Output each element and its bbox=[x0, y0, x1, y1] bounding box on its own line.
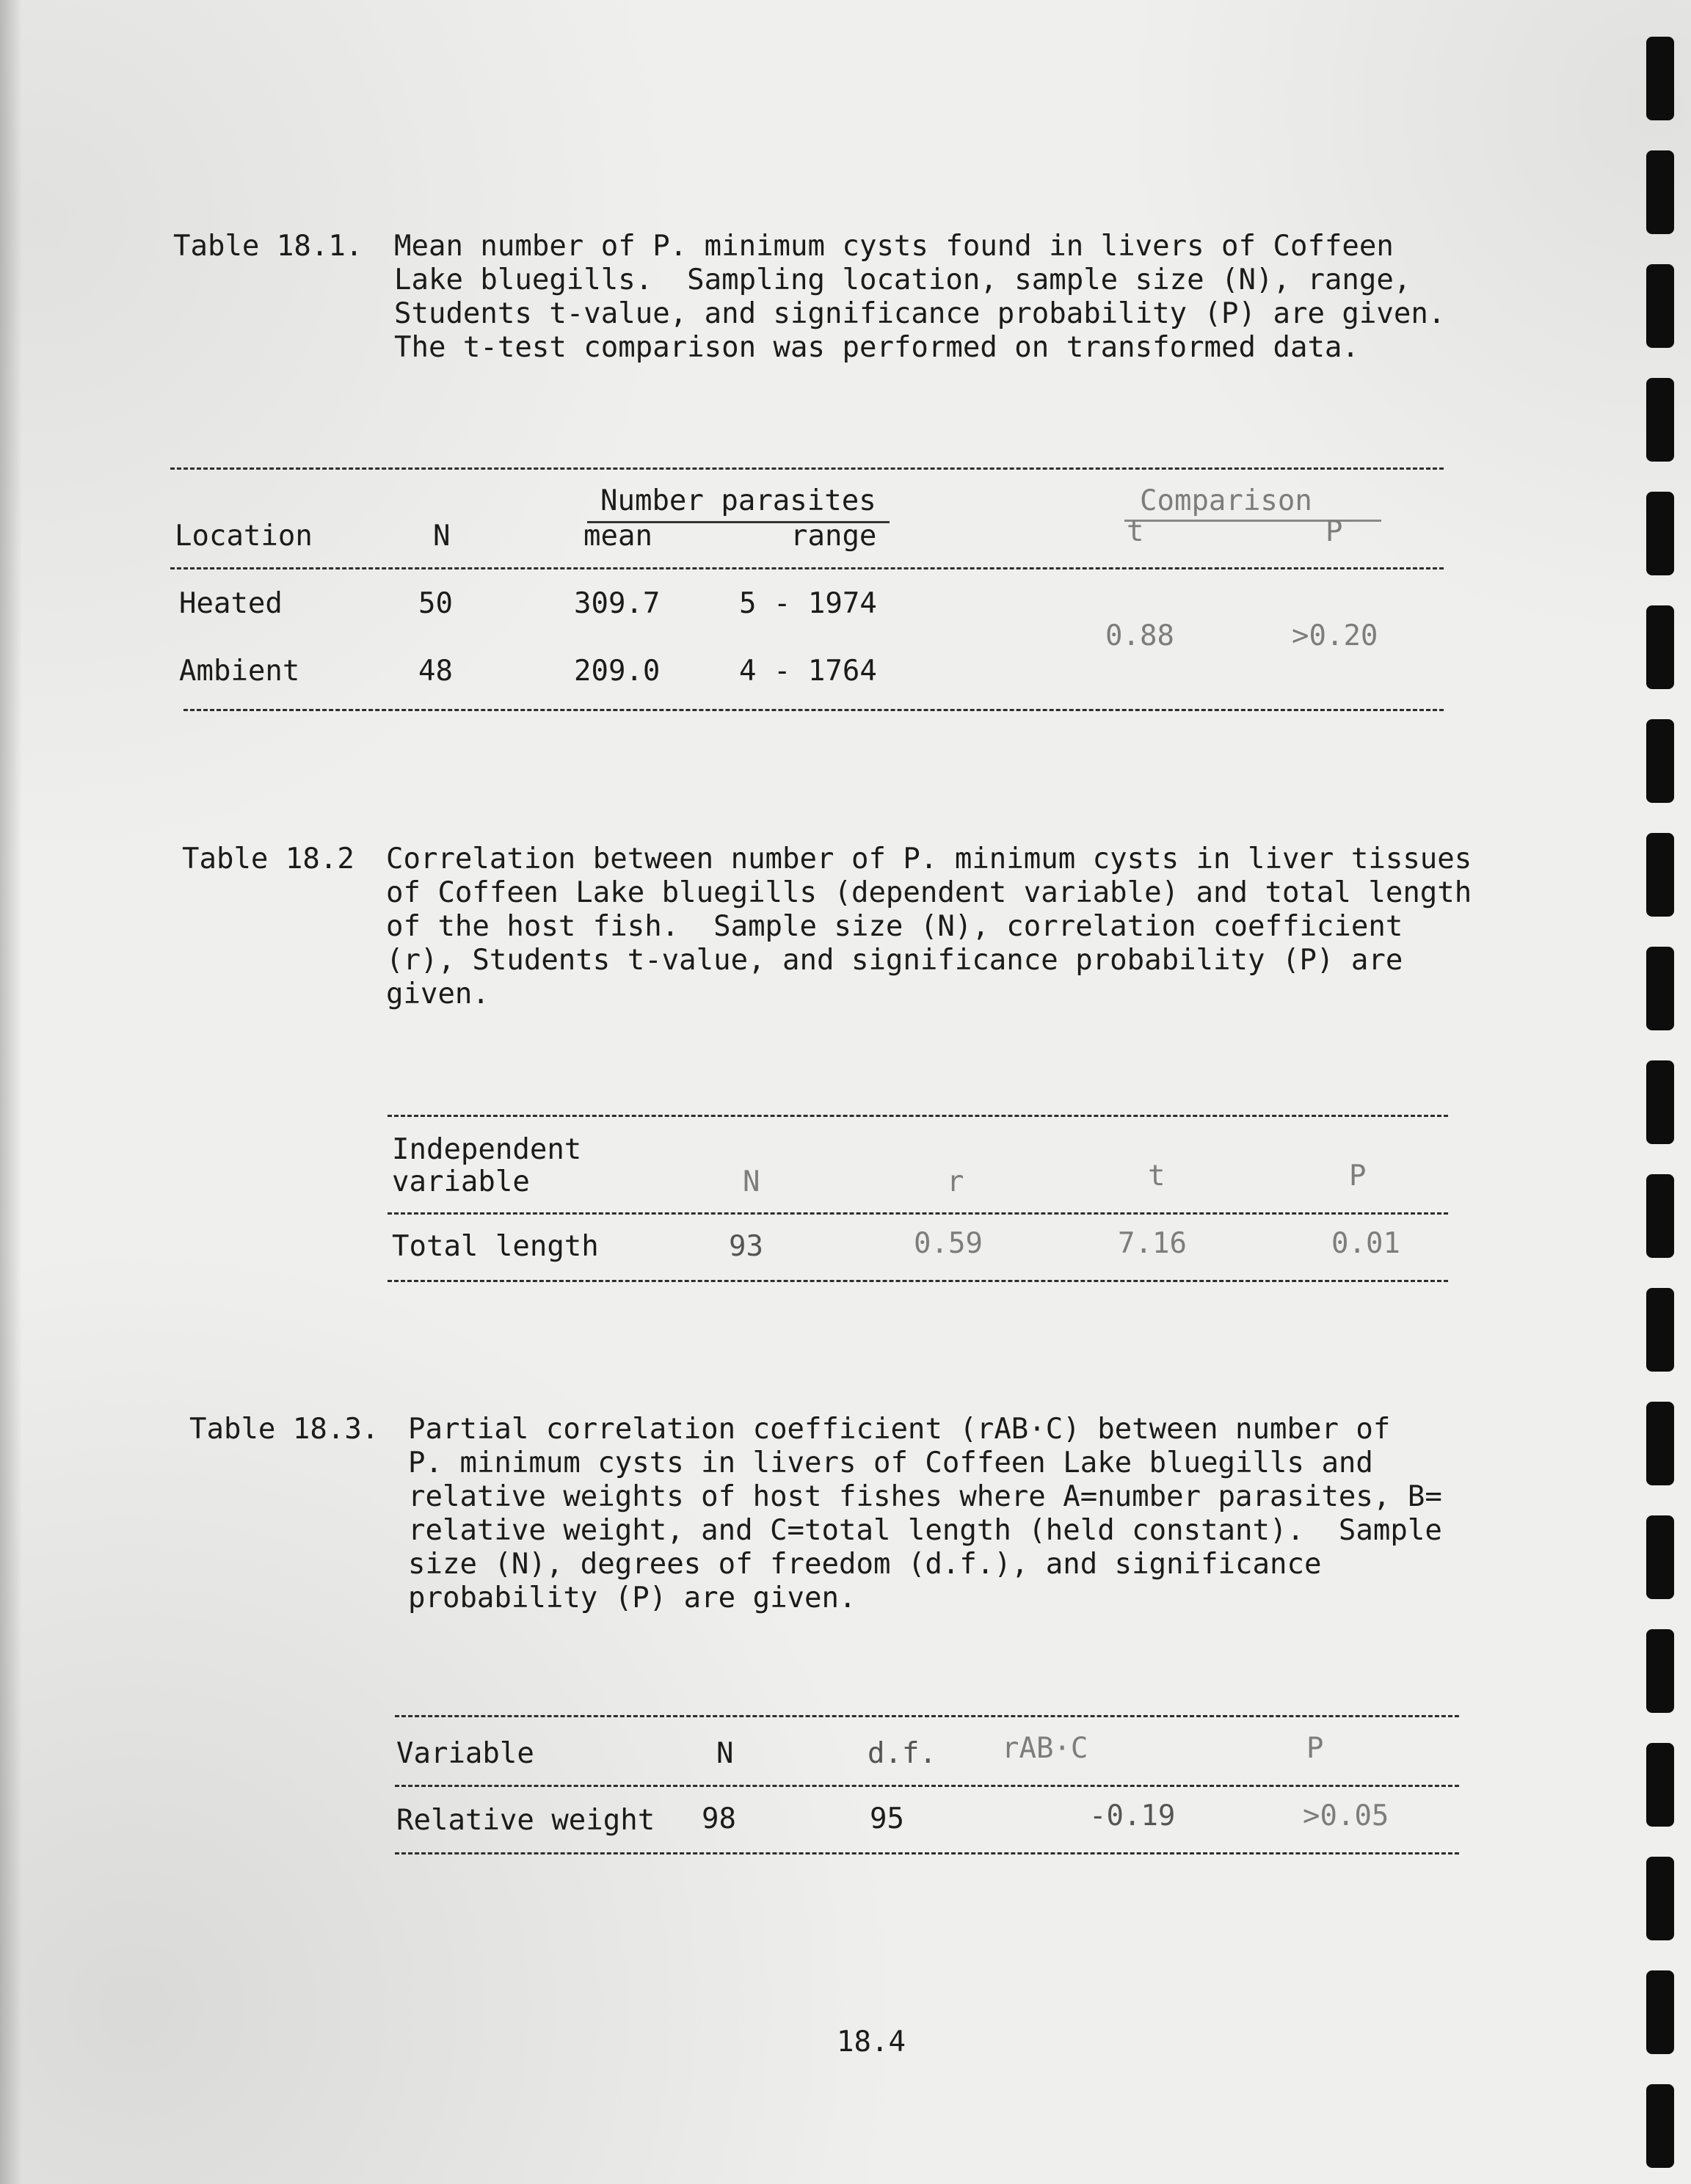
cell-mean: 309.7 bbox=[574, 587, 661, 620]
column-header-p: P bbox=[1306, 1732, 1324, 1765]
cell-n: 93 bbox=[729, 1230, 763, 1263]
cell-range: 4 - 1764 bbox=[739, 655, 877, 688]
table-label: Table 18.3. bbox=[189, 1413, 379, 1446]
column-header-range: range bbox=[790, 520, 877, 553]
column-header-n: N bbox=[743, 1165, 760, 1198]
caption-line: Students t-value, and significance probability (P) are given. bbox=[394, 297, 1446, 330]
group-header-comparison: Comparison bbox=[1140, 484, 1312, 517]
caption-line: P. minimum cysts in livers of Coffeen Lake bluegills and bbox=[408, 1446, 1373, 1479]
binder-holes bbox=[1646, 37, 1676, 2165]
caption-line: The t-test comparison was performed on transformed data. bbox=[394, 331, 1359, 364]
group-header-number-parasites: Number parasites bbox=[600, 484, 876, 517]
cell-n: 50 bbox=[418, 587, 453, 620]
group-header-underline bbox=[1124, 520, 1381, 522]
table-header-rule bbox=[395, 1785, 1459, 1787]
binder-hole bbox=[1646, 1743, 1674, 1827]
column-header-variable: Variable bbox=[396, 1737, 534, 1770]
column-header-p: P bbox=[1325, 515, 1343, 548]
cell-variable: Total length bbox=[392, 1230, 599, 1263]
cell-p: >0.05 bbox=[1303, 1799, 1389, 1832]
table-bottom-rule bbox=[388, 1280, 1448, 1282]
page-number: 18.4 bbox=[837, 2025, 906, 2059]
caption-line: of the host fish. Sample size (N), correlation coefficient bbox=[386, 910, 1403, 943]
caption-line: Mean number of P. minimum cysts found in livers of Coffeen bbox=[394, 230, 1394, 263]
caption-line: Partial correlation coefficient (rAB·C) between number of bbox=[408, 1413, 1391, 1446]
cell-comparison-t: 0.88 bbox=[1105, 619, 1174, 652]
binder-hole bbox=[1646, 1288, 1674, 1372]
column-header-df: d.f. bbox=[868, 1737, 937, 1770]
binder-hole bbox=[1646, 2084, 1674, 2168]
cell-p: 0.01 bbox=[1331, 1227, 1400, 1260]
binder-hole bbox=[1646, 833, 1674, 917]
cell-n: 98 bbox=[702, 1802, 736, 1835]
caption-line: size (N), degrees of freedom (d.f.), and significance bbox=[408, 1548, 1322, 1581]
binder-hole bbox=[1646, 1060, 1674, 1144]
column-header-mean: mean bbox=[583, 520, 652, 553]
caption-line: of Coffeen Lake bluegills (dependent variable) and total length bbox=[386, 876, 1472, 909]
binder-hole bbox=[1646, 264, 1674, 348]
binder-hole bbox=[1646, 1174, 1674, 1258]
binder-hole bbox=[1646, 150, 1674, 234]
binder-hole bbox=[1646, 1629, 1674, 1713]
cell-comparison-p: >0.20 bbox=[1292, 619, 1378, 652]
table-label: Table 18.2 bbox=[182, 842, 354, 876]
binder-hole bbox=[1646, 605, 1674, 689]
binder-hole bbox=[1646, 37, 1674, 120]
binder-hole bbox=[1646, 1402, 1674, 1485]
binder-hole bbox=[1646, 1515, 1674, 1599]
table-header-rule bbox=[170, 567, 1444, 569]
caption-line: relative weight, and C=total length (held constant). Sample bbox=[408, 1514, 1442, 1547]
column-header-n: N bbox=[716, 1737, 734, 1770]
table-top-rule bbox=[170, 467, 1444, 470]
cell-mean: 209.0 bbox=[574, 655, 661, 688]
cell-df: 95 bbox=[870, 1802, 904, 1835]
table-bottom-rule bbox=[183, 709, 1444, 711]
table-top-rule bbox=[395, 1715, 1459, 1717]
binder-hole bbox=[1646, 719, 1674, 803]
cell-r: -0.19 bbox=[1089, 1799, 1176, 1832]
table-top-rule bbox=[388, 1115, 1448, 1117]
binder-hole bbox=[1646, 492, 1674, 575]
caption-line: relative weights of host fishes where A=number parasites, B= bbox=[408, 1480, 1442, 1513]
caption-line: given. bbox=[386, 978, 490, 1011]
caption-line: Lake bluegills. Sampling location, sample size (N), range, bbox=[394, 263, 1411, 296]
column-header-n: N bbox=[433, 520, 451, 553]
column-header-t: t bbox=[1127, 515, 1144, 548]
caption-line: Correlation between number of P. minimum cysts in liver tissues bbox=[386, 842, 1472, 876]
cell-r: 0.59 bbox=[914, 1227, 983, 1260]
column-header-t: t bbox=[1148, 1160, 1165, 1193]
column-header-variable-line1: Independent bbox=[392, 1133, 582, 1166]
cell-n: 48 bbox=[418, 655, 453, 688]
cell-location: Heated bbox=[179, 587, 283, 620]
binder-hole bbox=[1646, 1970, 1674, 2054]
caption-line: (r), Students t-value, and significance probability (P) are bbox=[386, 944, 1403, 977]
table-header-rule bbox=[388, 1212, 1448, 1215]
table-label: Table 18.1. bbox=[173, 230, 363, 263]
column-header-p: P bbox=[1349, 1160, 1367, 1193]
table-bottom-rule bbox=[395, 1852, 1459, 1854]
column-header-r: r bbox=[947, 1165, 964, 1198]
scan-edge-shadow bbox=[0, 0, 22, 2184]
column-header-location: Location bbox=[175, 520, 313, 553]
binder-hole bbox=[1646, 378, 1674, 462]
cell-location: Ambient bbox=[179, 655, 300, 688]
caption-line: probability (P) are given. bbox=[408, 1581, 857, 1615]
column-header-rab-c: rAB·C bbox=[1002, 1732, 1088, 1765]
cell-range: 5 - 1974 bbox=[739, 587, 877, 620]
binder-hole bbox=[1646, 947, 1674, 1030]
column-header-variable-line2: variable bbox=[392, 1165, 530, 1198]
cell-variable: Relative weight bbox=[396, 1804, 655, 1837]
binder-hole bbox=[1646, 1857, 1674, 1940]
cell-t: 7.16 bbox=[1118, 1227, 1187, 1260]
